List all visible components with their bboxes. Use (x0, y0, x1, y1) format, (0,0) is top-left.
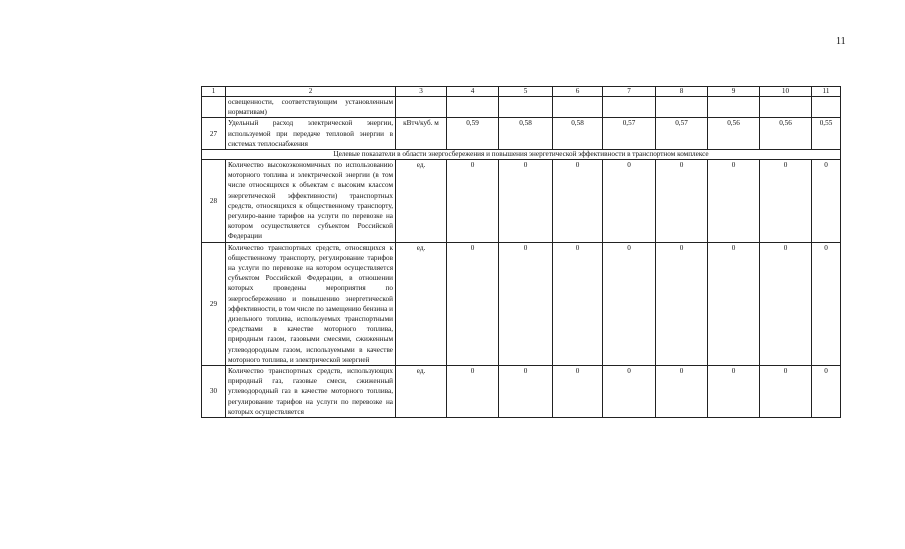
value-cell: 0 (447, 160, 499, 243)
indicator-name: Количество транспортных средств, относящихся к общественному транспорту, регулирование тарифов на услуги по перевозке на котором осуществляется субъектом Российской Федерации, в отношении которых проведены мероприятия по энергосбережению и повышению энергетической эффективности, в том числе по замещению бензина и дизельного топлива, используемых транспортными средствами в качестве моторного топлива, природным газом, газовыми смесями, сжиженным углеводородным газом, используемыми в качестве моторного топлива, и электрической энергией (226, 242, 396, 365)
value-cell: 0,58 (553, 118, 603, 150)
value-cell (812, 97, 841, 118)
value-cell: 0 (656, 366, 708, 418)
indicators-table (201, 86, 841, 418)
value-cell: 0 (760, 242, 812, 365)
value-cell (760, 97, 812, 118)
table-row (202, 160, 841, 243)
value-cell (499, 97, 553, 118)
value-cell (656, 97, 708, 118)
table-row (202, 97, 841, 118)
table-row (202, 242, 841, 365)
value-cell: 0 (553, 366, 603, 418)
column-header: 4 (447, 87, 499, 97)
table-row (202, 118, 841, 150)
value-cell: 0 (812, 242, 841, 365)
value-cell: 0,55 (812, 118, 841, 150)
unit-cell: кВтч/куб. м (396, 118, 447, 150)
section-row (202, 150, 841, 160)
value-cell: 0 (447, 366, 499, 418)
column-header: 6 (553, 87, 603, 97)
header-row (202, 87, 841, 97)
value-cell: 0,56 (708, 118, 760, 150)
value-cell (553, 97, 603, 118)
value-cell (708, 97, 760, 118)
value-cell: 0 (812, 160, 841, 243)
column-header: 9 (708, 87, 760, 97)
column-header: 8 (656, 87, 708, 97)
value-cell: 0 (553, 160, 603, 243)
value-cell (603, 97, 656, 118)
value-cell: 0,59 (447, 118, 499, 150)
value-cell: 0 (553, 242, 603, 365)
unit-cell: ед. (396, 366, 447, 418)
value-cell: 0 (656, 242, 708, 365)
value-cell: 0 (760, 160, 812, 243)
indicator-name: освещенности, соответствующим установленным нормативам) (226, 97, 396, 118)
unit-cell (396, 97, 447, 118)
value-cell (447, 97, 499, 118)
row-number: 28 (202, 160, 226, 243)
column-header: 1 (202, 87, 226, 97)
value-cell: 0 (708, 160, 760, 243)
value-cell: 0 (447, 242, 499, 365)
value-cell: 0,57 (603, 118, 656, 150)
column-header: 3 (396, 87, 447, 97)
value-cell: 0 (812, 366, 841, 418)
value-cell: 0 (603, 242, 656, 365)
unit-cell: ед. (396, 160, 447, 243)
value-cell: 0 (499, 366, 553, 418)
section-title: Целевые показатели в области энергосбережения и повышения энергетической эффективности в транспортном комплексе (202, 150, 841, 160)
indicator-name: Количество высокоэкономичных по использованию моторного топлива и электрической энергии (в том числе относящихся к объектам с высоким классом энергетической эффективности) транспортных средств, относящихся к общественному транспорту, регулиро-вание тарифов на услуги по перевозке на котором осуществляется субъектом Российской Федерации (226, 160, 396, 243)
column-header: 7 (603, 87, 656, 97)
value-cell: 0 (708, 242, 760, 365)
unit-cell: ед. (396, 242, 447, 365)
row-number: 29 (202, 242, 226, 365)
row-number: 30 (202, 366, 226, 418)
row-number: 27 (202, 118, 226, 150)
column-header: 5 (499, 87, 553, 97)
row-number (202, 97, 226, 118)
value-cell: 0 (499, 242, 553, 365)
value-cell: 0,56 (760, 118, 812, 150)
column-header: 11 (812, 87, 841, 97)
value-cell: 0 (603, 160, 656, 243)
indicator-name: Удельный расход электрической энергии, используемой при передаче тепловой энергии в системах теплоснабжения (226, 118, 396, 150)
indicator-name: Количество транспортных средств, использующих природный газ, газовые смеси, сжиженный углеводородный газ в качестве моторного топлива, регулирование тарифов на услуги по перевозке на которых осуществляется (226, 366, 396, 418)
value-cell: 0 (499, 160, 553, 243)
value-cell: 0 (760, 366, 812, 418)
column-header: 2 (226, 87, 396, 97)
column-header: 10 (760, 87, 812, 97)
page-number: 11 (836, 36, 846, 47)
value-cell: 0,58 (499, 118, 553, 150)
table-row (202, 366, 841, 418)
value-cell: 0 (603, 366, 656, 418)
value-cell: 0 (656, 160, 708, 243)
value-cell: 0 (708, 366, 760, 418)
value-cell: 0,57 (656, 118, 708, 150)
